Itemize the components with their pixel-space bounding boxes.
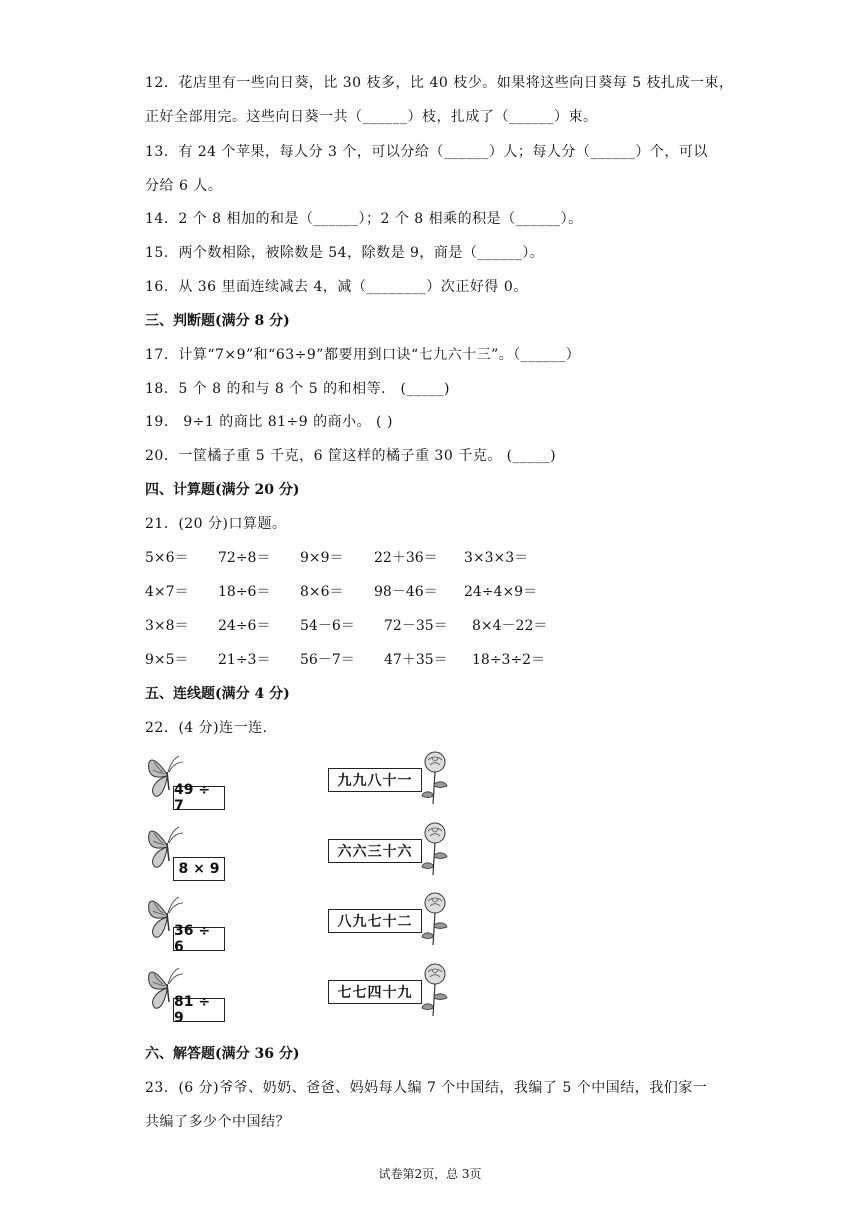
q12-line-1: 12．花店里有一些向日葵，比 30 枝多，比 40 枝少。如果将这些向日葵每 5 枝扎成一束， — [145, 75, 734, 91]
section-solution-heading: 六、解答题(满分 36 分) — [145, 1046, 300, 1062]
q13-line-1: 13．有 24 个苹果，每人分 3 个，可以分给（______）人；每人分（______）个，可以 — [145, 144, 708, 160]
butterfly-card[interactable] — [145, 962, 225, 1026]
multiplication-rhyme-label: 六六三十六 — [328, 839, 422, 863]
butterfly-card[interactable] — [145, 750, 225, 814]
rose-icon — [420, 821, 450, 877]
calc-item: 21÷3＝ — [218, 652, 271, 668]
calc-item: 22＋36＝ — [374, 550, 438, 566]
calc-item: 8×4－22＝ — [472, 618, 548, 634]
q21: 21．(20 分)口算题。 — [145, 516, 287, 532]
calc-item: 72÷8＝ — [218, 550, 271, 566]
calc-item: 5×6＝ — [145, 550, 189, 566]
calc-item: 4×7＝ — [145, 584, 189, 600]
calc-item: 24÷6＝ — [218, 618, 271, 634]
q17: 17．计算“7×9”和“63÷9”都要用到口诀“七九六十三”。（______） — [145, 347, 581, 363]
calc-item: 3×3×3＝ — [464, 550, 529, 566]
rose-icon — [420, 962, 450, 1018]
calc-item: 3×8＝ — [145, 618, 189, 634]
multiplication-rhyme-label: 九九八十一 — [328, 768, 422, 792]
multiplication-rhyme-label: 八九七十二 — [328, 909, 422, 933]
q23-line-1: 23．(6 分)爷爷、奶奶、爸爸、妈妈每人编 7 个中国结，我编了 5 个中国结，我们家一 — [145, 1080, 708, 1096]
calc-item: 9×9＝ — [300, 550, 344, 566]
q20: 20．一筐橘子重 5 千克，6 筐这样的橘子重 30 千克。 (_____) — [145, 448, 557, 464]
rose-icon — [420, 750, 450, 806]
section-calculation-heading: 四、计算题(满分 20 分) — [145, 482, 300, 498]
q18: 18．5 个 8 的和与 8 个 5 的和相等． (_____) — [145, 381, 450, 397]
rose-card[interactable] — [328, 962, 453, 1018]
calc-item: 54－6＝ — [300, 618, 355, 634]
calc-item: 18÷3÷2＝ — [472, 652, 546, 668]
calc-item: 8×6＝ — [300, 584, 344, 600]
page-footer: 试卷第2页，总 3页 — [378, 1167, 482, 1181]
calc-item: 9×5＝ — [145, 652, 189, 668]
butterfly-card[interactable] — [145, 891, 225, 955]
section-judgment-heading: 三、判断题(满分 8 分) — [145, 313, 290, 329]
division-card-label: 49 ÷ 7 — [173, 786, 225, 810]
section-matching-heading: 五、连线题(满分 4 分) — [145, 686, 290, 702]
division-card-label: 36 ÷ 6 — [173, 927, 225, 951]
division-card-label: 81 ÷ 9 — [173, 998, 225, 1022]
rose-card[interactable] — [328, 821, 453, 877]
calc-item: 47＋35＝ — [384, 652, 448, 668]
q19: 19． 9÷1 的商比 81÷9 的商小。 ( ) — [145, 414, 393, 430]
q15: 15．两个数相除，被除数是 54，除数是 9，商是（______）。 — [145, 245, 545, 261]
q12-line-2: 正好全部用完。这些向日葵一共（______）枝，扎成了（______）束。 — [145, 109, 598, 125]
q23-line-2: 共编了多少个中国结？ — [145, 1114, 290, 1130]
q14: 14．2 个 8 相加的和是（______）；2 个 8 相乘的积是（______）。 — [145, 211, 583, 227]
q13-line-2: 分给 6 人。 — [145, 178, 223, 194]
calc-item: 98－46＝ — [374, 584, 438, 600]
q22: 22．(4 分)连一连. — [145, 720, 268, 736]
rose-icon — [420, 891, 450, 947]
butterfly-card[interactable] — [145, 821, 225, 881]
calc-item: 56－7＝ — [300, 652, 355, 668]
calc-item: 72－35＝ — [384, 618, 448, 634]
rose-card[interactable] — [328, 891, 453, 947]
multiplication-card-label: 8 × 9 — [173, 857, 225, 881]
calc-item: 18÷6＝ — [218, 584, 271, 600]
multiplication-rhyme-label: 七七四十九 — [328, 980, 422, 1004]
calc-item: 24÷4×9＝ — [464, 584, 538, 600]
rose-card[interactable] — [328, 750, 453, 806]
q16: 16．从 36 里面连续减去 4，减（________）次正好得 0。 — [145, 279, 528, 295]
